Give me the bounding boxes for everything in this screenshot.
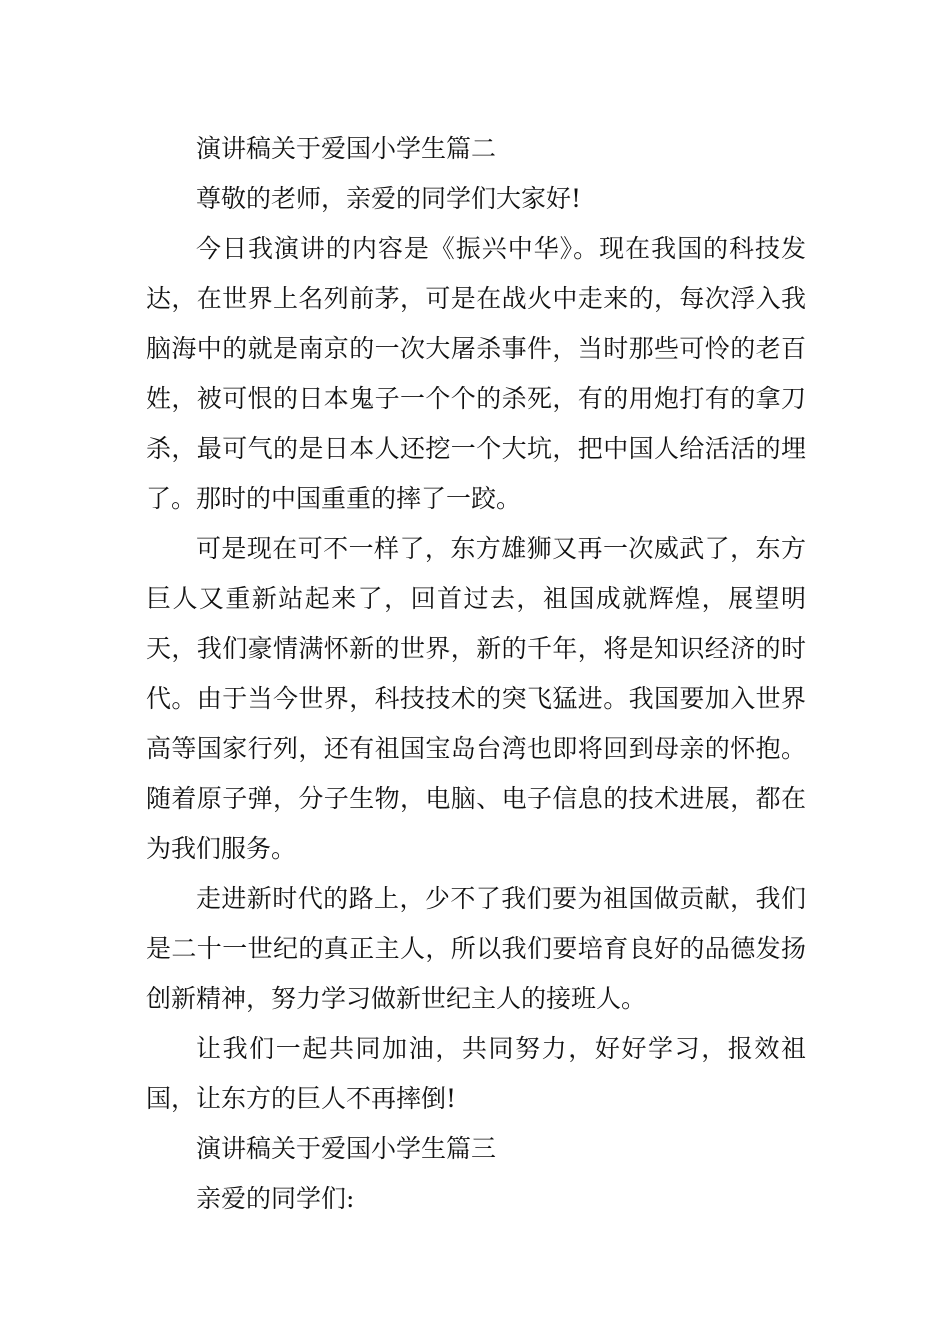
body-paragraph: 可是现在可不一样了，东方雄狮又再一次威武了，东方巨人又重新站起来了，回首过去，祖国成就辉煌，展望明天，我们豪情满怀新的世界，新的千年，将是知识经济的时代。由于当今世界，科技技术的突飞猛进。我国要加入世界高等国家行列，还有祖国宝岛台湾也即将回到母亲的怀抱。随着原子弹，分子生物，电脑、电子信息的技术进展，都在为我们服务。	[146, 534, 806, 863]
body-paragraph: 让我们一起共同加油，共同努力，好好学习，报效祖国，让东方的巨人不再摔倒!	[146, 1034, 806, 1113]
section-heading: 演讲稿关于爱国小学生篇三	[196, 1134, 497, 1163]
body-paragraph: 走进新时代的路上，少不了我们要为祖国做贡献，我们是二十一世纪的真正主人，所以我们要培育良好的品德发扬创新精神，努力学习做新世纪主人的接班人。	[146, 884, 806, 1013]
body-paragraph: 今日我演讲的内容是《振兴中华》。现在我国的科技发达，在世界上名列前茅，可是在战火中走来的，每次浮入我脑海中的就是南京的一次大屠杀事件，当时那些可怜的老百姓，被可恨的日本鬼子一个个的杀死，有的用炮打有的拿刀杀，最可气的是日本人还挖一个大坑，把中国人给活活的埋了。那时的中国重重的摔了一跤。	[146, 234, 806, 513]
salutation: 尊敬的老师，亲爱的同学们大家好!	[196, 184, 582, 213]
salutation: 亲爱的同学们:	[196, 1184, 355, 1213]
document-body	[146, 124, 806, 1224]
section-heading: 演讲稿关于爱国小学生篇二	[196, 134, 497, 163]
